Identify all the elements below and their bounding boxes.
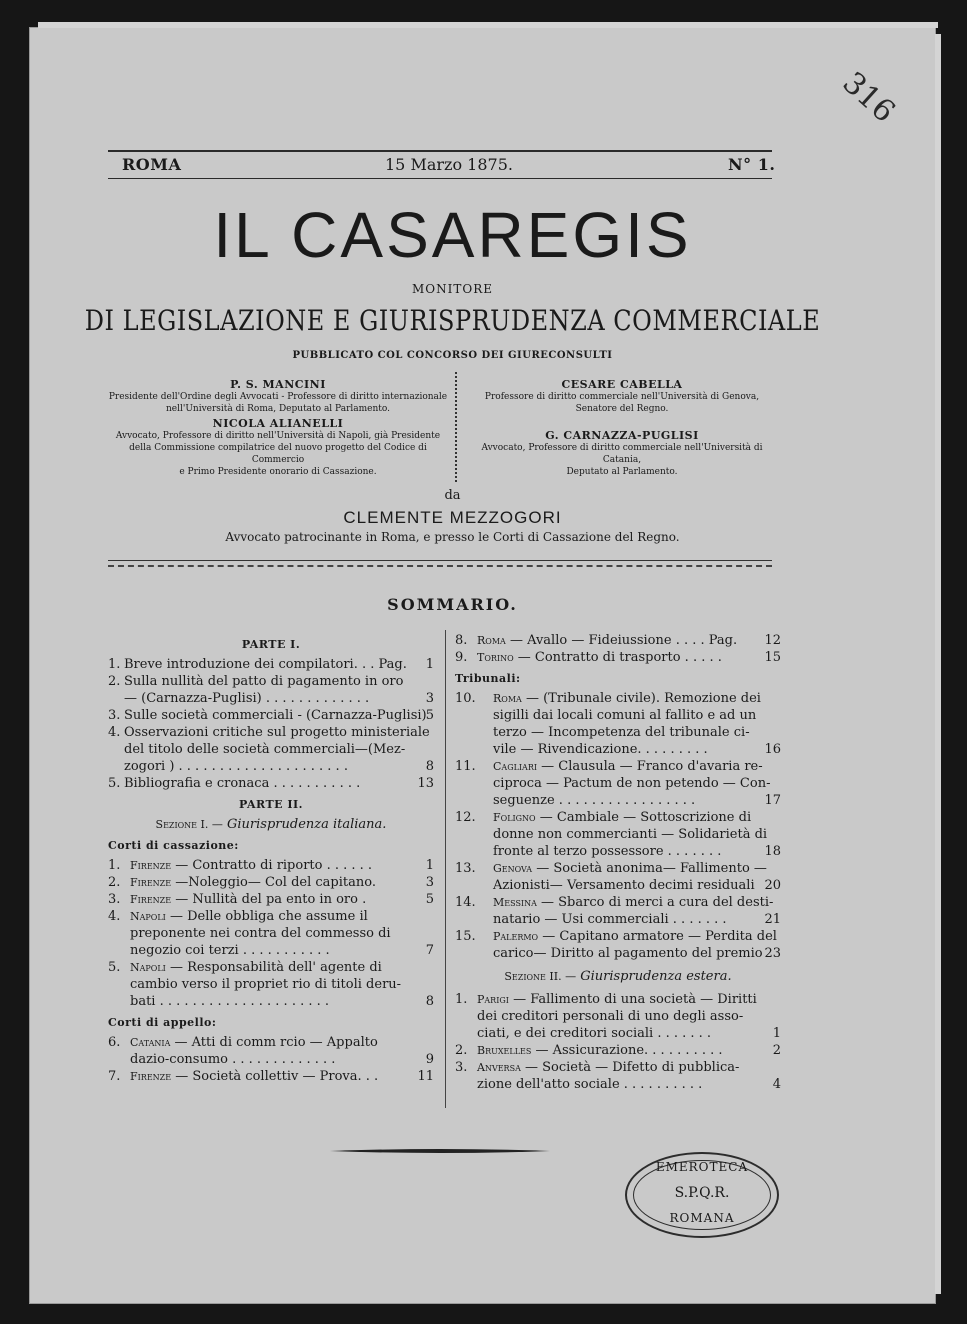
toc-entry-text: bati . . . . . . . . . . . . . . . . . . . . . [130, 994, 330, 1009]
toc-entry-text: — Sbarco di merci a cura del desti- [541, 895, 774, 910]
toc-entry-text: — Nullità del pa ento in oro . [175, 892, 367, 907]
toc-entry-text: — Atti di comm rcio — Appalto [174, 1035, 378, 1050]
toc-entry-text: — Responsabilità dell' agente di [169, 960, 382, 975]
toc-entry-line [455, 775, 781, 792]
toc-entry-city: Messina [493, 896, 537, 909]
jurist-desc-line: Avvocato, Professore di diritto nell'Università di Napoli, già Presidente [115, 431, 441, 441]
toc-entry-page: 5 [425, 892, 434, 907]
toc-entry-line [108, 758, 434, 775]
toc-entry-line [108, 741, 434, 758]
toc-entry-page: 23 [764, 946, 781, 961]
toc-entry-city: Palermo [493, 930, 539, 943]
toc-entry-line [455, 1059, 781, 1076]
toc-entry-line [455, 792, 781, 809]
toc-entry-city: Torino [477, 651, 514, 664]
toc-entry-number: 3. [108, 708, 121, 723]
toc-entry-line [108, 724, 434, 741]
toc-entry-page: 8 [425, 994, 434, 1009]
toc-entry-number: 3. [108, 892, 121, 907]
jurists-left [108, 378, 448, 478]
toc-entry-text: — (Tribunale civile). Remozione dei [525, 691, 761, 706]
stamp-bottom: ROMANA [669, 1211, 735, 1225]
toc-entry-city: Cagliari [493, 760, 538, 773]
toc-entry-text: dei creditori personali di uno degli asso- [477, 1009, 744, 1024]
toc-entry-page: 9 [425, 1052, 434, 1067]
toc-entry-text: sigilli dai locali comuni al fallito e ad un [493, 708, 757, 723]
toc-entry-text: — Contratto di trasporto . . . . . [517, 650, 722, 665]
masthead-date: 15 Marzo 1875. [385, 155, 513, 174]
toc-entry-line [108, 959, 434, 976]
toc-entry-number: 13. [455, 861, 476, 876]
toc-entry-page: 16 [764, 742, 781, 757]
summary-title: SOMMARIO. [387, 595, 518, 614]
toc-entry-city: Napoli [130, 910, 166, 923]
toc-entry-text: Sulla nullità del patto di pagamento in oro [124, 674, 404, 689]
editor-name: CLEMENTE MEZZOGORI [343, 508, 562, 527]
toc-entry-page: 15 [764, 650, 781, 665]
masthead-rule-bottom [108, 178, 772, 179]
toc-entry-number: 2. [108, 674, 121, 689]
jurist-desc-line: Avvocato, Professore di diritto commerciale nell'Università di Catania, [481, 443, 763, 465]
toc-entry-line [108, 993, 434, 1010]
toc-entry-line [455, 826, 781, 843]
editor-desc: Avvocato patrocinante in Roma, e presso le Corti di Cassazione del Regno. [225, 530, 680, 544]
toc-entry-text: carico— Diritto al pagamento del premio [493, 946, 763, 961]
toc-entry-text: — Società collettiv — Prova. . . [175, 1069, 379, 1084]
journal-subtitle-monitore: MONITORE [411, 282, 493, 296]
toc-entry-page: 3 [425, 691, 434, 706]
toc-entry-line [455, 860, 781, 877]
toc-entry-text: fronte al terzo possessore . . . . . . . [493, 844, 722, 859]
toc-entry-number: 15. [455, 929, 476, 944]
toc-entry-line [108, 1051, 434, 1068]
toc-entry-text: — Società — Difetto di pubblica- [524, 1060, 740, 1075]
toc-entry-number: 8. [455, 633, 468, 648]
stamp-mid: S.P.Q.R. [674, 1185, 730, 1201]
toc-entry-line [455, 707, 781, 724]
toc-heading: PARTE II. [239, 798, 303, 811]
toc-entry-page: 2 [772, 1043, 781, 1058]
masthead-issue: N° 1. [728, 155, 776, 174]
toc-entry-number: 9. [455, 650, 468, 665]
toc-entry-line [455, 1076, 781, 1093]
separator-wavy [108, 565, 772, 567]
toc-entry-line [455, 741, 781, 758]
toc-entry-page: 18 [764, 844, 781, 859]
toc-entry-text: zogori ) . . . . . . . . . . . . . . . . . . . . . [124, 759, 348, 774]
toc-entry-text: negozio coi terzi . . . . . . . . . . . [130, 943, 330, 958]
toc-entry-line [455, 877, 781, 894]
toc-entry-number: 12. [455, 810, 476, 825]
toc-entry-text: — Clausula — Franco d'avaria re- [541, 759, 763, 774]
toc-entry-number: 2. [455, 1043, 468, 1058]
toc-entry-text: Bibliografia e cronaca . . . . . . . . . . . [124, 776, 361, 791]
toc-entry-line [108, 942, 434, 959]
toc-entry-line [455, 1008, 781, 1025]
section-title: Giurisprudenza italiana. [227, 817, 387, 832]
jurist-desc-line: della Commissione compilatrice del nuovo progetto del Codice di Commercio [129, 443, 427, 465]
jurist-name: P. S. MANCINI [230, 378, 326, 391]
toc-entry-text: Breve introduzione dei compilatori. . . Pag. [124, 657, 407, 672]
toc-entry-line [108, 908, 434, 925]
separator-rule [108, 560, 772, 561]
toc-entry-line [455, 632, 781, 649]
jurist-name: G. CARNAZZA-PUGLISI [545, 429, 699, 442]
toc-entry-page: 5 [425, 708, 434, 723]
toc-entry-number: 1. [108, 657, 121, 672]
summary-left-column [108, 632, 434, 1085]
toc-entry-line [108, 1068, 434, 1085]
toc-entry-line [455, 928, 781, 945]
column-divider [445, 630, 446, 1108]
toc-entry-city: Firenze [130, 893, 172, 906]
toc-entry-number: 6. [108, 1035, 121, 1050]
stamp-top: EMEROTECA [655, 1160, 749, 1174]
toc-entry-text: — Assicurazione. . . . . . . . . . [535, 1043, 723, 1058]
toc-entry-text: seguenze . . . . . . . . . . . . . . . . . [493, 793, 696, 808]
toc-entry-number: 11. [455, 759, 476, 774]
toc-entry-page: 17 [764, 793, 781, 808]
toc-entry-page: 8 [425, 759, 434, 774]
toc-entry-text: Azionisti— Versamento decimi residuali [493, 878, 755, 893]
toc-entry-city: Parigi [477, 993, 509, 1006]
toc-heading: PARTE I. [241, 638, 301, 651]
jurist-desc-line: e Primo Presidente onorario di Cassazione. [179, 467, 377, 477]
toc-entry-number: 1. [455, 992, 468, 1007]
toc-entry-text: preponente nei contra del commesso di [130, 926, 391, 941]
toc-entry-page: 12 [764, 633, 781, 648]
toc-entry-city: Foligno [493, 811, 536, 824]
toc-entry-page: 7 [425, 943, 434, 958]
toc-heading: Corti di cassazione: [108, 839, 239, 852]
jurist-desc-line: Senatore del Regno. [575, 404, 669, 414]
toc-entry-line [108, 891, 434, 908]
toc-entry-text: donne non commercianti — Solidarietà di [493, 827, 768, 842]
toc-entry-line [455, 809, 781, 826]
masthead-city: ROMA [122, 155, 182, 174]
ornament-rule [330, 1140, 550, 1146]
toc-entry-line [455, 1025, 781, 1042]
jurist-name: CESARE CABELLA [561, 378, 683, 391]
jurists-divider [455, 372, 457, 482]
toc-entry-page: 3 [425, 875, 434, 890]
toc-entry-line [455, 724, 781, 741]
toc-entry-text: — Cambiale — Sottoscrizione di [539, 810, 752, 825]
toc-entry-text: — Capitano armatore — Perdita del [542, 929, 777, 944]
toc-entry-text: cambio verso il propriet rio di titoli deru- [130, 977, 402, 992]
toc-entry-city: Catania [130, 1036, 171, 1049]
toc-entry-number: 4. [108, 909, 121, 924]
toc-entry-line [108, 707, 434, 724]
toc-entry-text: Osservazioni critiche sul progetto ministeriale [124, 725, 430, 740]
toc-entry-line [108, 775, 434, 792]
section-title: Giurisprudenza estera. [580, 969, 732, 984]
toc-entry-number: 7. [108, 1069, 121, 1084]
toc-entry-line [455, 991, 781, 1008]
toc-entry-page: 20 [764, 878, 781, 893]
editor-da: da [444, 488, 461, 503]
toc-entry-line [108, 874, 434, 891]
toc-entry-city: Firenze [130, 859, 172, 872]
toc-entry-line [455, 894, 781, 911]
toc-entry-text: — Delle obbliga che assume il [169, 909, 368, 924]
toc-entry-text: — Fallimento di una società — Diritti [513, 992, 757, 1007]
toc-entry-text: del titolo delle società commerciali—(Mez- [124, 742, 406, 757]
toc-entry-line [108, 857, 434, 874]
toc-entry-page: 11 [417, 1069, 434, 1084]
masthead-rule-top [108, 150, 772, 152]
toc-entry-line [108, 1034, 434, 1051]
toc-entry-line [108, 673, 434, 690]
toc-entry-city: Genova [493, 862, 533, 875]
toc-entry-city: Napoli [130, 961, 166, 974]
jurist-desc-line: Deputato al Parlamento. [566, 467, 678, 477]
toc-entry-text: — Contratto di riporto . . . . . . [175, 858, 373, 873]
toc-entry-line [455, 945, 781, 962]
toc-entry-number: 5. [108, 960, 121, 975]
jurist-name: NICOLA ALIANELLI [212, 417, 344, 430]
toc-entry-text: — Avallo — Fideiussione . . . . Pag. [509, 633, 738, 648]
toc-entry-page: 13 [417, 776, 434, 791]
toc-entry-number: 2. [108, 875, 121, 890]
section-heading [455, 968, 781, 985]
toc-entry-text: ciati, e dei creditori sociali . . . . . . . [477, 1026, 712, 1041]
toc-entry-line [455, 911, 781, 928]
toc-entry-city: Anversa [477, 1061, 521, 1074]
toc-entry-number: 14. [455, 895, 476, 910]
summary-right-column [455, 632, 781, 1093]
toc-entry-line [455, 690, 781, 707]
toc-entry-page: 1 [425, 858, 434, 873]
section-label: Sezione I. — [155, 818, 223, 831]
toc-heading: Corti di appello: [108, 1016, 217, 1029]
toc-entry-line [455, 758, 781, 775]
toc-entry-line [455, 843, 781, 860]
jurist-desc-line: Professore di diritto commerciale nell'Università di Genova, [484, 392, 760, 402]
toc-entry-city: Bruxelles [477, 1044, 532, 1057]
toc-entry-text: zione dell'atto sociale . . . . . . . . . . [477, 1077, 703, 1092]
toc-entry-city: Roma [477, 634, 506, 647]
toc-entry-line [108, 690, 434, 707]
published-with: PUBBLICATO COL CONCORSO DEI GIURECONSULTI [292, 350, 613, 361]
toc-entry-city: Firenze [130, 1070, 172, 1083]
toc-entry-number: 3. [455, 1060, 468, 1075]
toc-entry-page: 1 [425, 657, 434, 672]
toc-entry-page: 21 [764, 912, 781, 927]
toc-entry-text: natario — Usi commerciali . . . . . . . [493, 912, 727, 927]
stacked-page-edge-right [935, 34, 941, 1294]
stacked-page-edge [38, 22, 938, 28]
section-heading [108, 816, 434, 833]
toc-entry-text: terzo — Incompetenza del tribunale ci- [493, 725, 750, 740]
library-stamp [625, 1152, 779, 1238]
toc-entry-line [108, 656, 434, 673]
toc-entry-number: 4. [108, 725, 121, 740]
jurist-desc-line: nell'Università di Roma, Deputato al Parlamento. [165, 404, 391, 414]
toc-entry-text: vile — Rivendicazione. . . . . . . . . [493, 742, 708, 757]
jurist-desc-line: Presidente dell'Ordine degli Avvocati - Professore di diritto internazionale [108, 392, 448, 402]
journal-title: IL CASAREGIS [213, 199, 692, 271]
toc-entry-number: 1. [108, 858, 121, 873]
toc-entry-line [108, 976, 434, 993]
toc-entry-text: —Noleggio— Col del capitano. [175, 875, 376, 890]
toc-entry-text: — Società anonima— Fallimento — [536, 861, 767, 876]
toc-entry-text: dazio-consumo . . . . . . . . . . . . . [130, 1052, 336, 1067]
toc-entry-page: 1 [772, 1026, 781, 1041]
toc-entry-text: Sulle società commerciali - (Carnazza-Puglisi) [124, 708, 427, 723]
toc-entry-city: Roma [493, 692, 522, 705]
journal-subtitle: DI LEGISLAZIONE E GIURISPRUDENZA COMMERCIALE [84, 304, 821, 338]
toc-entry-number: 5. [108, 776, 121, 791]
toc-entry-page: 4 [772, 1077, 781, 1092]
toc-entry-number: 10. [455, 691, 476, 706]
toc-entry-line [108, 925, 434, 942]
toc-entry-text: — (Carnazza-Puglisi) . . . . . . . . . . . . . [124, 691, 370, 706]
toc-heading: Tribunali: [455, 672, 521, 685]
toc-entry-city: Firenze [130, 876, 172, 889]
section-label: Sezione II. — [504, 970, 577, 983]
toc-entry-text: ciproca — Pactum de non petendo — Con- [493, 776, 771, 791]
jurists-right [462, 378, 782, 478]
handwritten-page-number: 316 [835, 65, 902, 130]
toc-entry-line [455, 649, 781, 666]
toc-entry-line [455, 1042, 781, 1059]
